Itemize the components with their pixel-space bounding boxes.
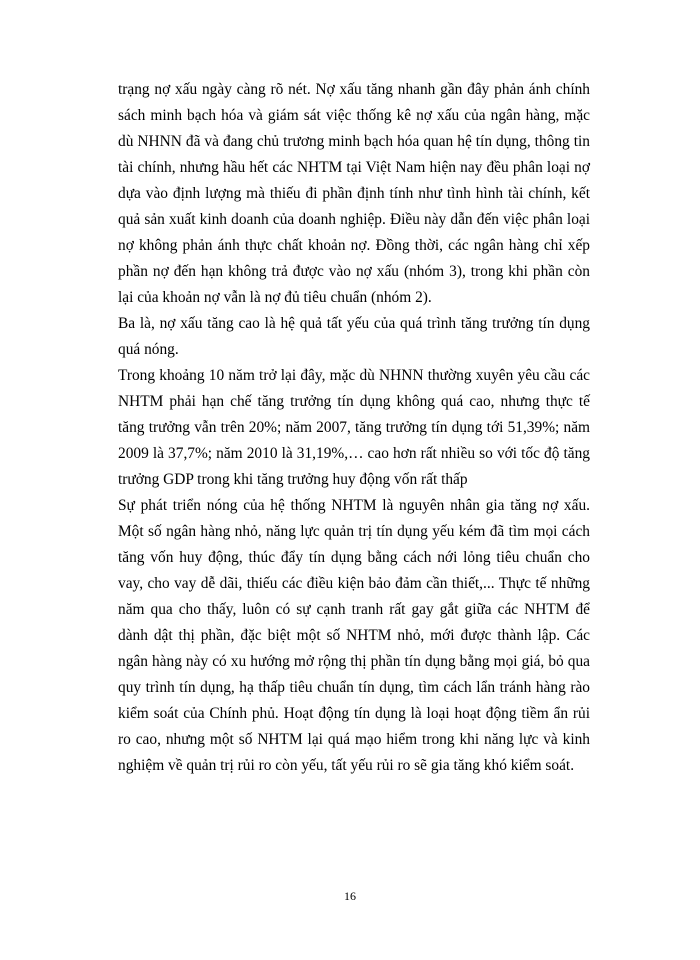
paragraph: trạng nợ xấu ngày càng rõ nét. Nợ xấu tăng nhanh gần đây phản ánh chính sách minh bạch hóa và giám sát việc thống kê nợ xấu của ngân hàng, mặc dù NHNN đã và đang chủ trương minh bạch hóa quan hệ tín dụng, thông tin tài chính, nhưng hầu hết các NHTM tại Việt Nam hiện nay đều phân loại nợ dựa vào định lượng mà thiếu đi phần định tính như tình hình tài chính, kết quả sản xuất kinh doanh của doanh nghiệp. Điều này dẫn đến việc phân loại nợ không phản ánh thực chất khoản nợ. Đồng thời, các ngân hàng chỉ xếp phần nợ đến hạn không trả được vào nợ xấu (nhóm 3), trong khi phần còn lại của khoản nợ vẫn là nợ đủ tiêu chuẩn (nhóm 2). [118,81,590,306]
paragraph: Sự phát triển nóng của hệ thống NHTM là nguyên nhân gia tăng nợ xấu. Một số ngân hàng nhỏ, năng lực quản trị tín dụng yếu kém đã tìm mọi cách tăng vốn huy động, thúc đẩy tín dụng bằng cách nới lỏng tiêu chuẩn cho vay, cho vay dễ dãi, thiếu các điều kiện bảo đảm cần thiết,... Thực tế những năm qua cho thấy, luôn có sự cạnh tranh rất gay gắt giữa các NHTM để dành dật thị phần, đặc biệt một số NHTM nhỏ, mới được thành lập. Các ngân hàng này có xu hướng mở rộng thị phần tín dụng bằng mọi giá, bỏ qua quy trình tín dụng, hạ thấp tiêu chuẩn tín dụng, tìm cách lẩn tránh hàng rào kiểm soát của Chính phủ. Hoạt động tín dụng là loại hoạt động tiềm ẩn rủi ro cao, nhưng một số NHTM lại quá mạo hiểm trong khi năng lực và kinh nghiệm về quản trị rủi ro còn yếu, tất yếu rủi ro sẽ gia tăng khó kiểm soát. [118,497,590,774]
page-number: 16 [344,889,356,903]
body-text [118,77,590,779]
paragraph: Ba là, nợ xấu tăng cao là hệ quả tất yếu của quá trình tăng trưởng tín dụng quá nóng. [118,315,590,358]
paragraph: Trong khoảng 10 năm trở lại đây, mặc dù NHNN thường xuyên yêu cầu các NHTM phải hạn chế tăng trưởng tín dụng không quá cao, nhưng thực tế tăng trưởng vẫn trên 20%; năm 2007, tăng trưởng tín dụng tới 51,39%; năm 2009 là 37,7%; năm 2010 là 31,19%,… cao hơn rất nhiều so với tốc độ tăng trưởng GDP trong khi tăng trưởng huy động vốn rất thấp [118,367,590,488]
